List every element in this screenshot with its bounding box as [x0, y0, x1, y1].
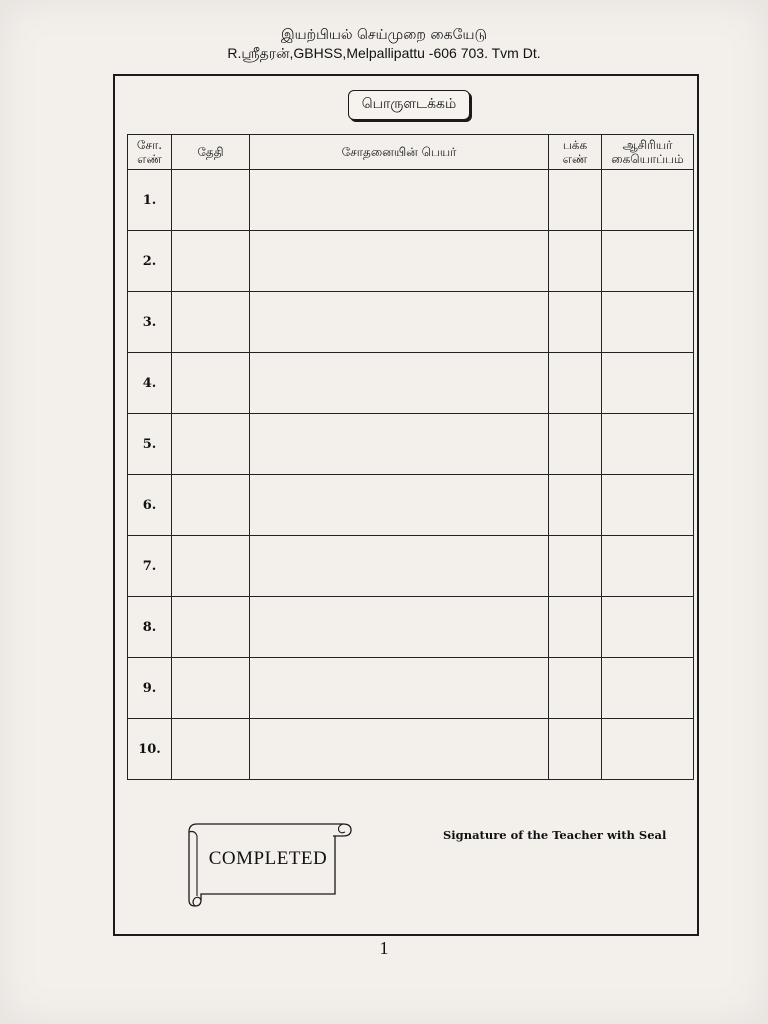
signature-cell — [602, 536, 694, 597]
table-row — [128, 597, 694, 658]
date-cell — [172, 597, 250, 658]
page-cell — [549, 414, 602, 475]
signature-cell — [602, 658, 694, 719]
page-cell — [549, 475, 602, 536]
signature-cell — [602, 231, 694, 292]
page-cell — [549, 353, 602, 414]
signature-cell — [602, 170, 694, 231]
header-experiment-name: சோதனையின் பெயர் — [250, 135, 549, 170]
date-cell — [172, 170, 250, 231]
row-number: 3. — [128, 292, 172, 353]
experiment-cell — [250, 170, 549, 231]
row-number: 2. — [128, 231, 172, 292]
experiment-cell — [250, 597, 549, 658]
page-cell — [549, 292, 602, 353]
page-cell — [549, 536, 602, 597]
table-row — [128, 353, 694, 414]
table-row — [128, 170, 694, 231]
document-title: இயற்பியல் செய்முறை கையேடு — [280, 27, 488, 43]
row-number: 8. — [128, 597, 172, 658]
header-serial-number: சோ. எண் — [128, 135, 172, 170]
document-header — [0, 26, 768, 62]
date-cell — [172, 353, 250, 414]
table-row — [128, 536, 694, 597]
table-row — [128, 475, 694, 536]
row-number: 4. — [128, 353, 172, 414]
experiment-cell — [250, 231, 549, 292]
header-page-number: பக்க எண் — [549, 135, 602, 170]
row-number: 6. — [128, 475, 172, 536]
signature-cell — [602, 292, 694, 353]
table-row — [128, 231, 694, 292]
header-teacher-signature: ஆசிரியர் கையொப்பம் — [602, 135, 694, 170]
table-row — [128, 719, 694, 780]
table-header-row — [128, 135, 694, 170]
author-line: R.ஸ்ரீதரன்,GBHSS,Melpallipattu -606 703. Tvm Dt. — [227, 45, 541, 61]
date-cell — [172, 719, 250, 780]
contents-title: பொருளடக்கம் — [361, 96, 457, 112]
row-number: 5. — [128, 414, 172, 475]
contents-table — [127, 134, 694, 780]
header-date: தேதி — [172, 135, 250, 170]
experiment-cell — [250, 475, 549, 536]
date-cell — [172, 536, 250, 597]
experiment-cell — [250, 414, 549, 475]
experiment-cell — [250, 719, 549, 780]
row-number: 10. — [128, 719, 172, 780]
signature-cell — [602, 719, 694, 780]
page-cell — [549, 719, 602, 780]
signature-cell — [602, 353, 694, 414]
date-cell — [172, 231, 250, 292]
row-number: 1. — [128, 170, 172, 231]
contents-title-box — [348, 90, 470, 120]
table-row — [128, 292, 694, 353]
experiment-cell — [250, 353, 549, 414]
date-cell — [172, 292, 250, 353]
page-cell — [549, 658, 602, 719]
experiment-cell — [250, 292, 549, 353]
content-frame — [113, 74, 699, 936]
signature-label: Signature of the Teacher with Seal — [443, 828, 667, 842]
page-cell — [549, 597, 602, 658]
signature-cell — [602, 475, 694, 536]
page-cell — [549, 231, 602, 292]
table-row — [128, 658, 694, 719]
page-number: 1 — [379, 938, 389, 958]
signature-cell — [602, 414, 694, 475]
experiment-cell — [250, 658, 549, 719]
table-row — [128, 414, 694, 475]
row-number: 7. — [128, 536, 172, 597]
completed-label: COMPLETED — [208, 848, 328, 869]
date-cell — [172, 414, 250, 475]
row-number: 9. — [128, 658, 172, 719]
signature-cell — [602, 597, 694, 658]
completed-stamp — [183, 818, 353, 908]
experiment-cell — [250, 536, 549, 597]
date-cell — [172, 475, 250, 536]
page-cell — [549, 170, 602, 231]
date-cell — [172, 658, 250, 719]
